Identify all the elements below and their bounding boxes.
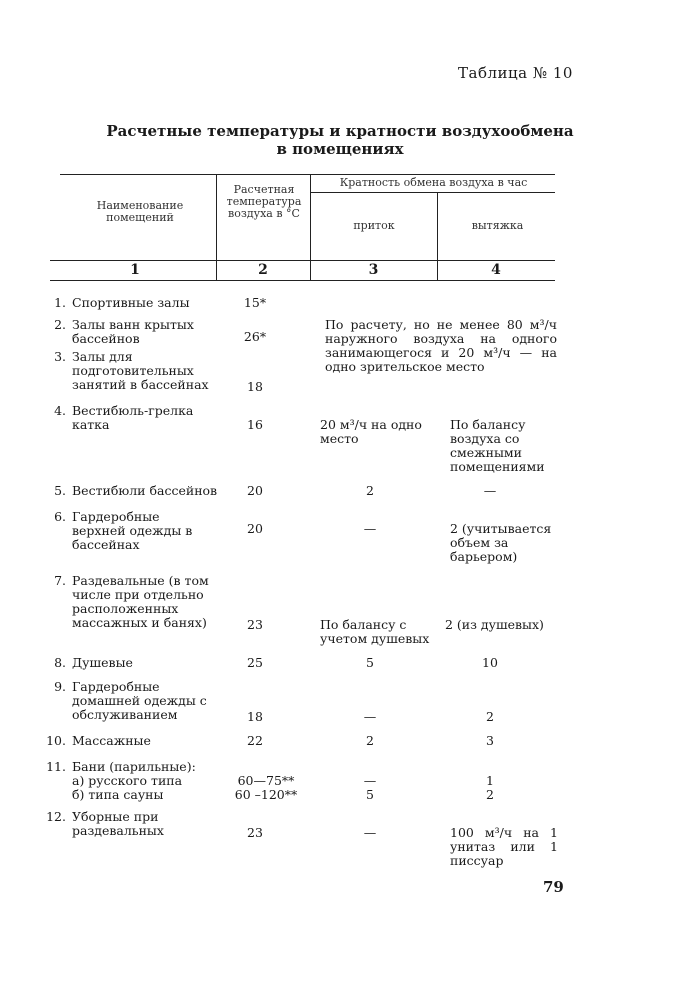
temperature: 16 xyxy=(247,417,263,432)
intake-value: — xyxy=(363,709,377,724)
room-name: Вестибюли бассейнов xyxy=(72,483,218,498)
row-number: 5. xyxy=(54,483,66,498)
room-name: Спортивные залы xyxy=(72,295,190,310)
room-name: Гардеробные домашней одежды с обслуживанием xyxy=(72,679,207,722)
header-exhaust: вытяжка xyxy=(471,219,524,232)
exhaust-value: 2 (учитывается объем за барьером) xyxy=(450,521,552,564)
intake-value: 2 xyxy=(366,483,374,498)
row-number: 1. xyxy=(54,295,66,310)
room-subtype-b: б) типа сауны xyxy=(72,787,164,802)
room-name: Душевые xyxy=(72,655,133,670)
row-number: 6. xyxy=(54,509,66,524)
table-title-continued: в помещениях xyxy=(276,140,404,158)
col-number-3: 3 xyxy=(368,262,379,278)
exhaust-value: 2 xyxy=(486,709,494,724)
temperature: 15* xyxy=(243,295,267,310)
temperature-a: 60—75** xyxy=(237,773,295,788)
intake-value: 5 xyxy=(366,655,374,670)
temperature: 23 xyxy=(247,617,263,632)
header-room-name: Наименование помещений xyxy=(96,199,184,224)
temperature: 20 xyxy=(247,483,263,498)
header-intake: приток xyxy=(353,219,395,232)
merged-intake-exhaust-note: По расчету, но не менее 80 м³/ч наружного воздуха на одного занимающегося и 20 м³/ч — на одно зрительское место xyxy=(325,317,557,374)
table-title: Расчетные температуры и кратности воздухообмена xyxy=(106,122,574,140)
exhaust-value: По балансу воздуха со смежными помещениями xyxy=(450,417,545,474)
intake-value: По балансу с учетом душевых xyxy=(320,617,430,646)
col-number-2: 2 xyxy=(258,262,268,278)
row-number: 4. xyxy=(54,403,66,418)
intake-value: — xyxy=(363,521,377,536)
row-number: 3. xyxy=(54,349,66,364)
page-number: 79 xyxy=(543,878,564,896)
temperature: 18 xyxy=(247,709,263,724)
row-number: 2. xyxy=(54,317,66,332)
col-number-1: 1 xyxy=(130,262,140,278)
exhaust-value-a: 1 xyxy=(486,773,494,788)
intake-value: 2 xyxy=(366,733,374,748)
row-number: 10. xyxy=(46,733,66,748)
exhaust-value: 100 м³/ч на 1 унитаз или 1 писсуар xyxy=(450,825,558,868)
temperature-b: 60 –120** xyxy=(234,787,298,802)
room-name: Гардеробные верхней одежды в бассейнах xyxy=(72,509,193,552)
row-number: 12. xyxy=(46,809,66,824)
temperature: 18 xyxy=(247,379,263,394)
group-header-underline xyxy=(310,192,555,193)
intake-value-b: 5 xyxy=(366,787,374,802)
table-top-border xyxy=(60,174,555,175)
room-name: Залы ванн крытых бассейнов xyxy=(72,317,194,346)
temperature: 26* xyxy=(243,329,267,344)
colnum-bottom-border xyxy=(50,280,555,281)
table-number: Таблица № 10 xyxy=(458,64,573,82)
intake-value-a: — xyxy=(363,773,377,788)
row-number: 7. xyxy=(54,573,66,588)
room-name: Бани (парильные): xyxy=(72,759,196,774)
header-temperature: Расчетная температура воздуха в °С xyxy=(226,183,302,220)
room-name: Массажные xyxy=(72,733,151,748)
room-name: Вестибюль-грелка катка xyxy=(72,403,194,432)
exhaust-value: 2 (из душевых) xyxy=(445,617,544,632)
header-bottom-border xyxy=(50,260,555,261)
intake-value: — xyxy=(363,825,377,840)
exhaust-value: 3 xyxy=(486,733,494,748)
temperature: 23 xyxy=(247,825,263,840)
room-name: Раздевальные (в том числе при отдельно расположенных массажных и банях) xyxy=(72,573,209,630)
temperature: 22 xyxy=(247,733,263,748)
row-number: 11. xyxy=(46,759,66,774)
row-number: 8. xyxy=(54,655,66,670)
intake-value: 20 м³/ч на одно место xyxy=(320,417,422,446)
exhaust-value-b: 2 xyxy=(486,787,494,802)
exhaust-value: 10 xyxy=(482,655,498,670)
row-number: 9. xyxy=(54,679,66,694)
temperature: 25 xyxy=(247,655,263,670)
room-name: Залы для подготовительных занятий в бассейнах xyxy=(72,349,209,392)
exhaust-value: — xyxy=(483,483,497,498)
col-number-4: 4 xyxy=(491,262,501,278)
room-name: Уборные при раздевальных xyxy=(72,809,164,838)
room-subtype-a: а) русского типа xyxy=(72,773,183,788)
header-air-exchange: Кратность обмена воздуха в час xyxy=(339,176,528,189)
temperature: 20 xyxy=(247,521,263,536)
